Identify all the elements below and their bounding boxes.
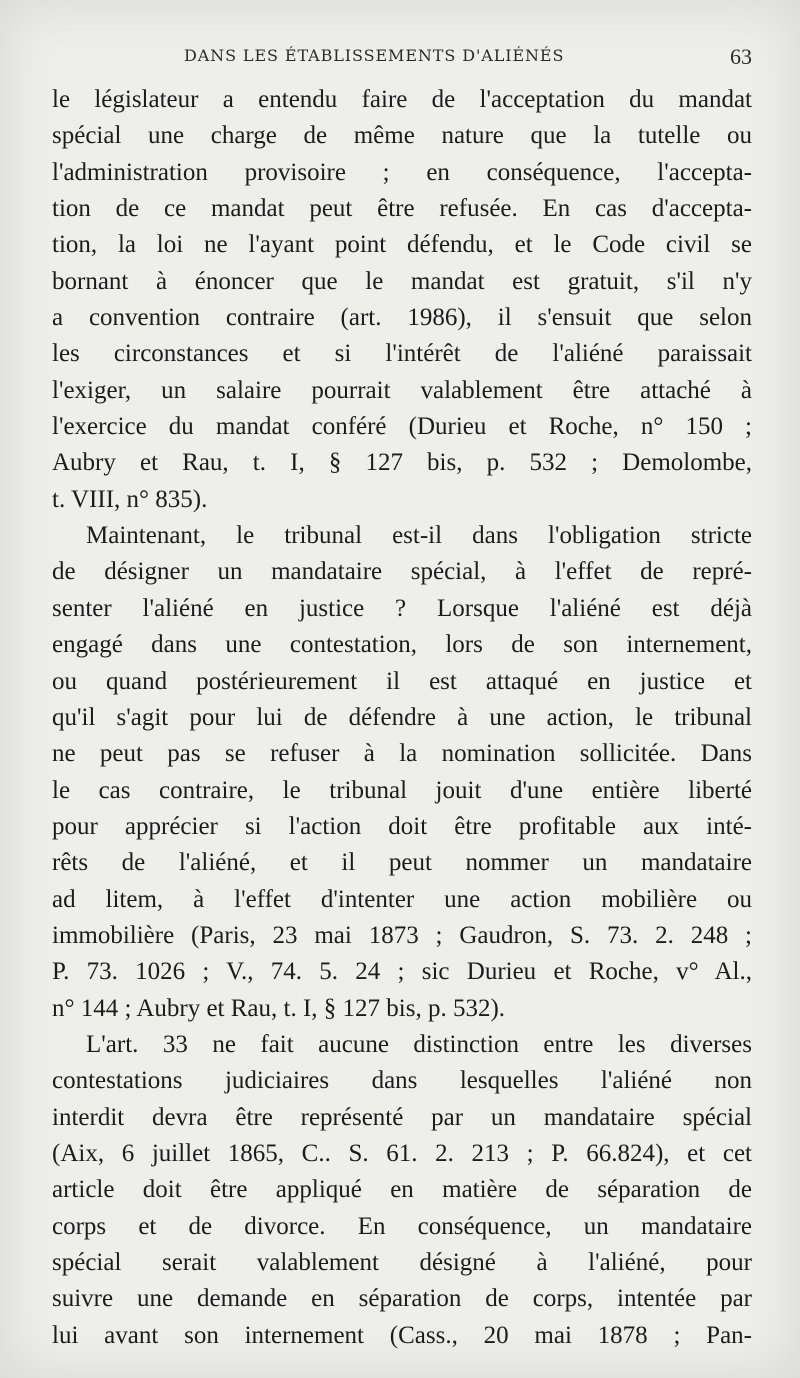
running-head: DANS LES ÉTABLISSEMENTS D'ALIÉNÉS xyxy=(184,46,565,65)
text-line: l'administration provisoire ; en conséquence, l'accepta- xyxy=(52,158,752,186)
text-line: les circonstances et si l'intérêt de l'aliéné paraissait xyxy=(52,340,752,368)
text-line: Aubry et Rau, t. I, § 127 bis, p. 532 ; Demolombe, xyxy=(52,449,752,477)
text-line: le législateur a entendu faire de l'acceptation du mandat xyxy=(52,86,752,113)
text-line: l'exercice du mandat conféré (Durieu et Roche, n° 150 ; xyxy=(52,413,752,441)
text-line: qu'il s'agit pour lui de défendre à une action, le tribunal xyxy=(52,703,752,731)
text-line: de désigner un mandataire spécial, à l'effet de repré- xyxy=(52,558,752,586)
text-line: lui avant son internement (Cass., 20 mai 1878 ; Pan- xyxy=(52,1321,752,1349)
text-line: pour apprécier si l'action doit être profitable aux inté- xyxy=(52,812,752,840)
text-line: senter l'aliéné en justice ? Lorsque l'aliéné est déjà xyxy=(52,594,752,622)
text-line: a convention contraire (art. 1986), il s'ensuit que selon xyxy=(52,304,752,332)
text-line: (Aix, 6 juillet 1865, C.. S. 61. 2. 213 ; P. 66.824), et cet xyxy=(52,1139,752,1167)
text-line: t. VIII, n° 835). xyxy=(52,485,208,513)
text-line: ne peut pas se refuser à la nomination sollicitée. Dans xyxy=(52,740,752,768)
text-line: engagé dans une contestation, lors de son internement, xyxy=(52,631,752,659)
text-line: P. 73. 1026 ; V., 74. 5. 24 ; sic Durieu et Roche, v° Al., xyxy=(52,958,752,986)
text-line: Maintenant, le tribunal est-il dans l'obligation stricte xyxy=(86,522,752,550)
body-text xyxy=(52,82,752,1354)
text-line: l'exiger, un salaire pourrait valablement être attaché à xyxy=(52,376,752,404)
text-line: corps et de divorce. En conséquence, un mandataire xyxy=(52,1212,752,1240)
text-line: bornant à énoncer que le mandat est gratuit, s'il n'y xyxy=(52,267,752,295)
text-line: rêts de l'aliéné, et il peut nommer un mandataire xyxy=(52,849,752,877)
page-number: 63 xyxy=(730,44,752,69)
text-line: tion de ce mandat peut être refusée. En cas d'accepta- xyxy=(52,195,752,223)
text-line: ou quand postérieurement il est attaqué en justice et xyxy=(52,667,752,695)
text-line: ad litem, à l'effet d'intenter une action mobilière ou xyxy=(52,885,752,913)
text-line: n° 144 ; Aubry et Rau, t. I, § 127 bis, p. 532). xyxy=(52,994,506,1022)
text-line: spécial serait valablement désigné à l'aliéné, pour xyxy=(52,1249,752,1276)
text-line: spécial une charge de même nature que la tutelle ou xyxy=(52,122,752,150)
text-line: immobilière (Paris, 23 mai 1873 ; Gaudron, S. 73. 2. 248 ; xyxy=(52,921,752,949)
text-line: le cas contraire, le tribunal jouit d'une entière liberté xyxy=(52,776,752,804)
text-line: tion, la loi ne l'ayant point défendu, et le Code civil se xyxy=(52,231,752,259)
text-line: article doit être appliqué en matière de séparation de xyxy=(52,1176,752,1204)
text-line: contestations judiciaires dans lesquelles l'aliéné non xyxy=(52,1067,752,1095)
text-line: L'art. 33 ne fait aucune distinction entre les diverses xyxy=(86,1030,752,1058)
text-line: suivre une demande en séparation de corps, intentée par xyxy=(52,1285,752,1313)
text-line: interdit devra être représenté par un mandataire spécial xyxy=(52,1103,752,1131)
page-header xyxy=(52,44,752,74)
